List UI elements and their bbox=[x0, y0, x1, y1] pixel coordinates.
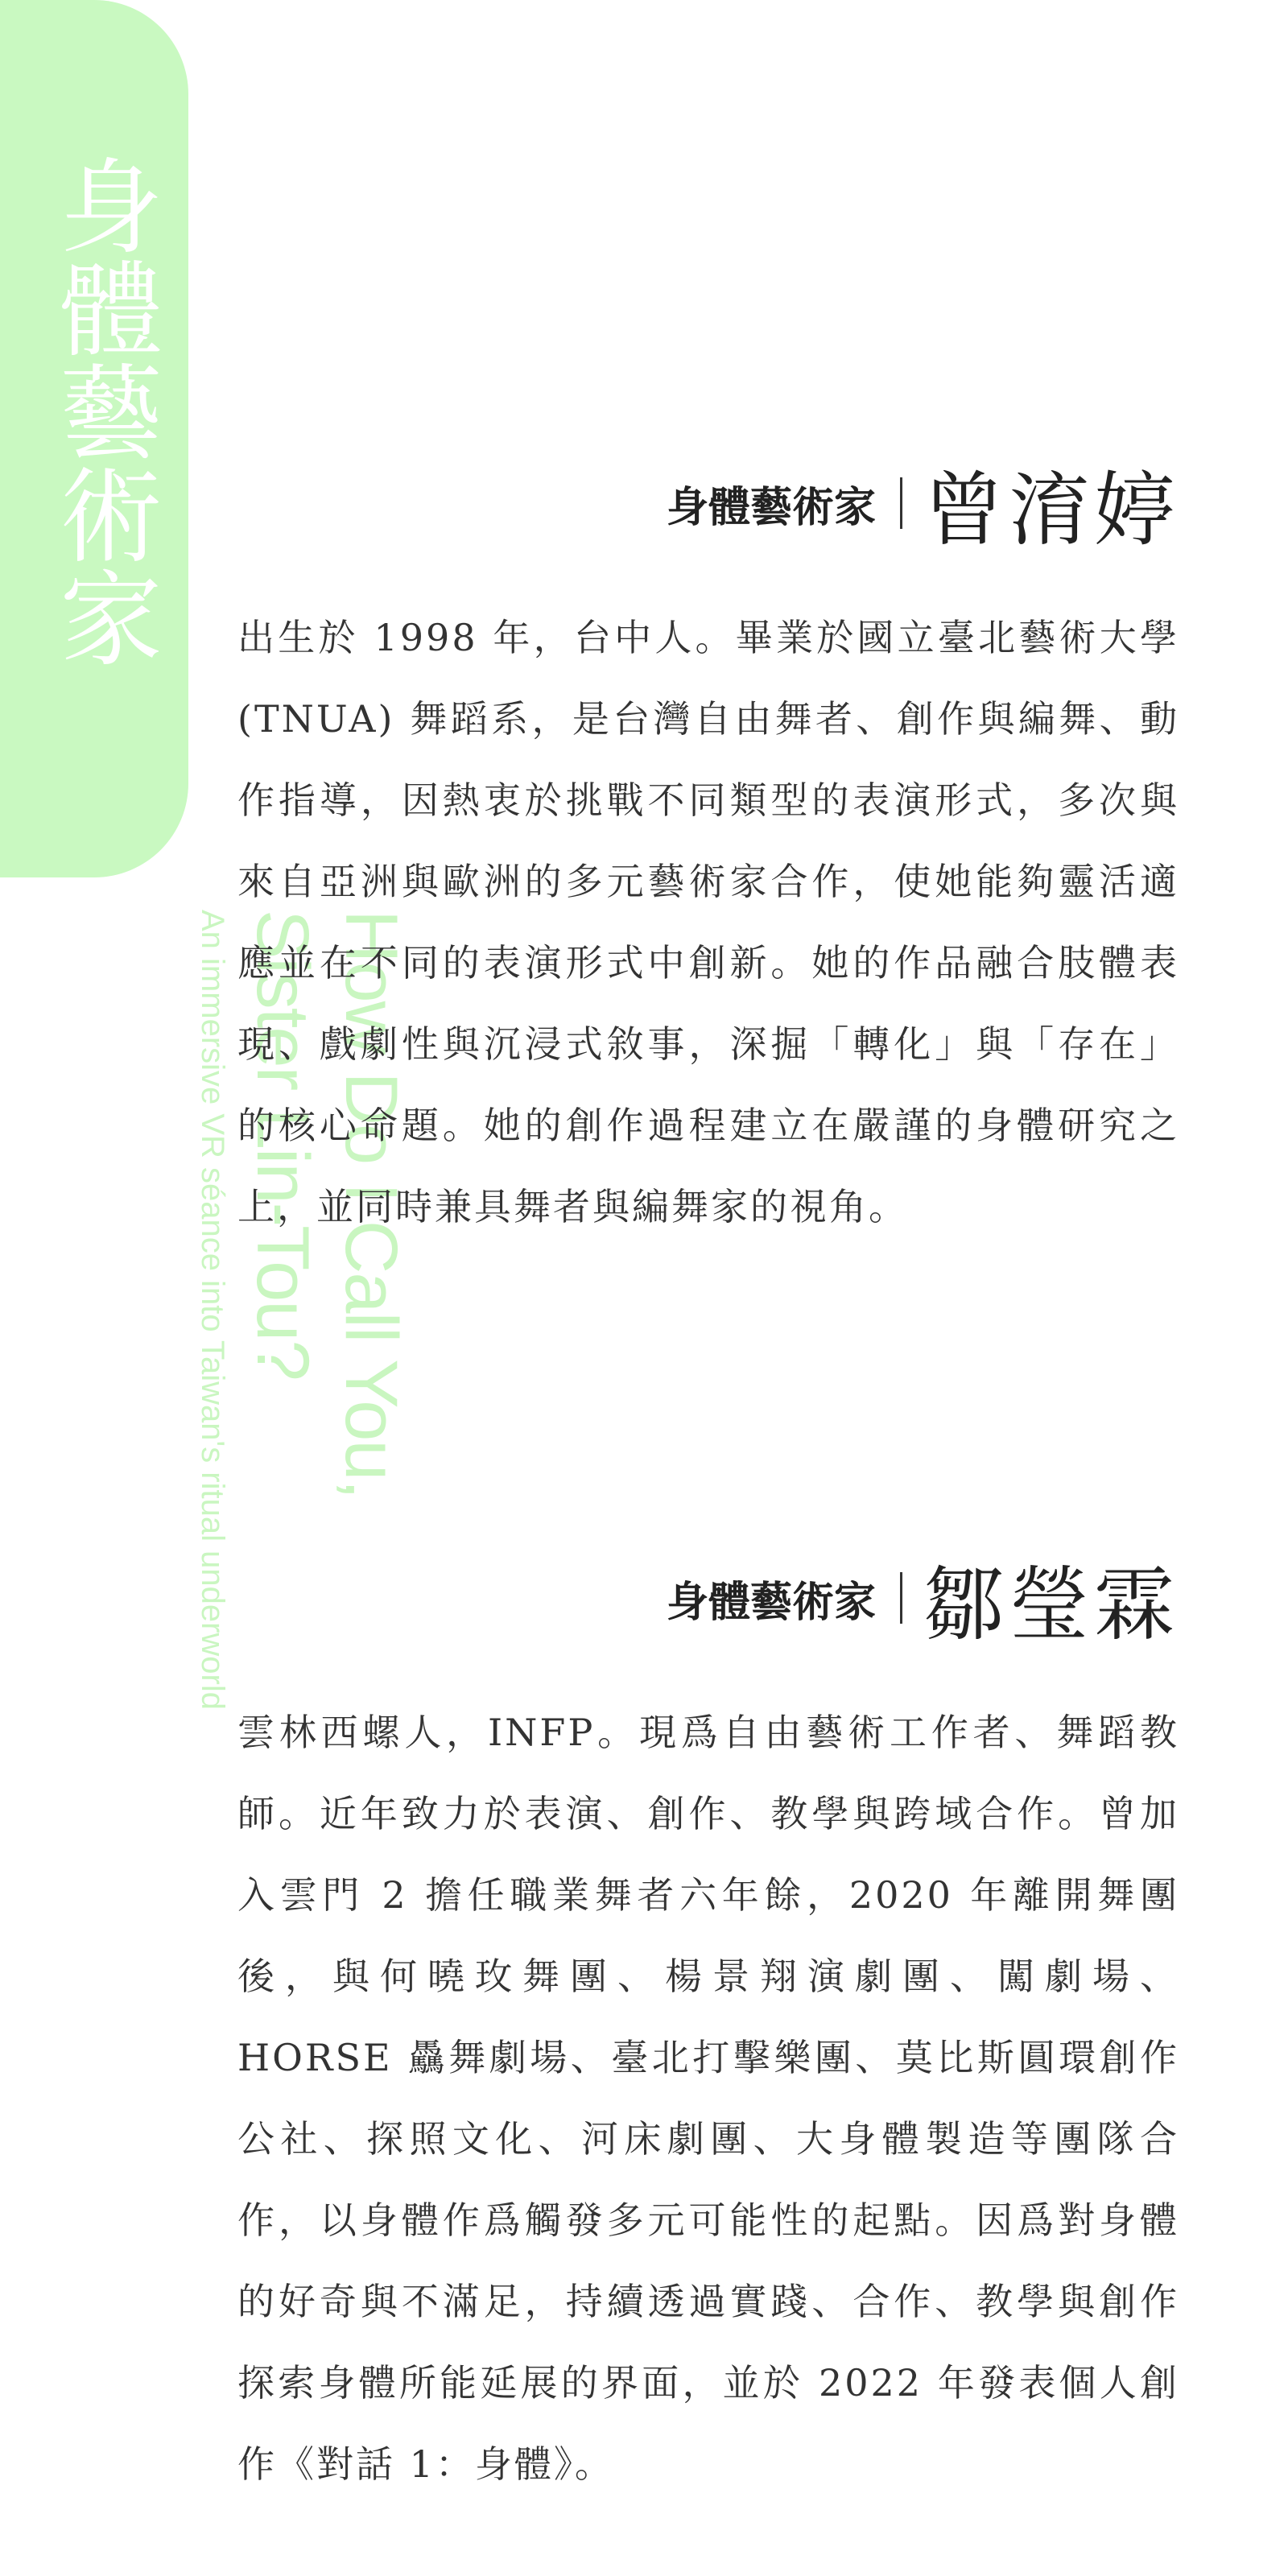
artist-role: 身體藝術家 bbox=[666, 1577, 876, 1627]
side-title: 身體藝術家 bbox=[42, 153, 162, 668]
artist-bio: 出生於 1998 年，台中人。畢業於國立臺北藝術大學 (TNUA) 舞蹈系，是台灣自由舞者、創作與編舞、動作指導，因熱衷於挑戰不同類型的表演形式，多次與來自亞洲與歐洲的多元藝術家合作，使她能夠靈活適應並在不同的表演形式中創新。她的作品融合肢體表現、戲劇性與沉浸式敘事，深掘「轉化」與「存在」的核心命題。她的創作過程建立在嚴謹的身體研究之上，並同時兼具舞者與編舞家的視角。 bbox=[237, 616, 1179, 1228]
artist-name: 曾淯婷 bbox=[923, 463, 1179, 557]
side-title-tab bbox=[0, 0, 188, 877]
english-subtitle: An immersive VR séance into Taiwan's ritual underworld bbox=[195, 910, 230, 1711]
english-title: How Do I Call You, Sister Lin-Tou? bbox=[242, 910, 412, 1499]
artist-section-2 bbox=[237, 1546, 1179, 2505]
artist-heading bbox=[237, 451, 1179, 555]
artist-heading bbox=[237, 1546, 1179, 1650]
artist-name: 鄒瑩霖 bbox=[923, 1558, 1179, 1652]
artist-role: 身體藝術家 bbox=[666, 482, 876, 532]
artist-section-1 bbox=[237, 451, 1179, 1248]
heading-divider bbox=[900, 1572, 902, 1624]
artist-bio: 雲林西螺人，INFP。現爲自由藝術工作者、舞蹈教師。近年致力於表演、創作、教學與跨域合作。曾加入雲門 2 擔任職業舞者六年餘，2020 年離開舞團後，與何曉玫舞團、楊景翔演劇團、闖劇場、HORSE 驫舞劇場、臺北打擊樂團、莫比斯圓環創作公社、探照文化、河床劇團、大身體製造等團隊合作，以身體作爲觸發多元可能性的起點。因爲對身體的好奇與不滿足，持續透過實踐、合作、教學與創作探索身體所能延展的界面，並於 2022 年發表個人創作《對話 1：身體》。 bbox=[237, 1711, 1179, 2486]
heading-divider bbox=[900, 477, 902, 529]
